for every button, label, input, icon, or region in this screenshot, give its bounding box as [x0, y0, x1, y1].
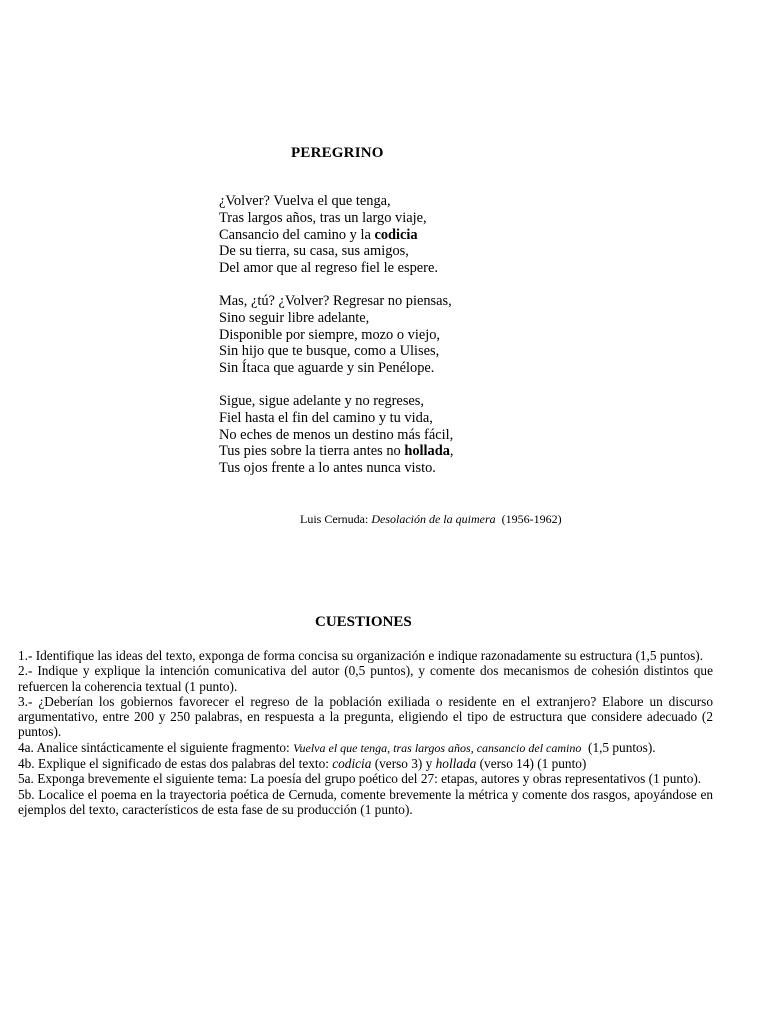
verse-3: Cansancio del camino y la codicia — [219, 226, 418, 243]
stanza-3 — [219, 393, 639, 477]
verse-8: Disponible por siempre, mozo o viejo, — [219, 326, 441, 343]
question-3: 3.- ¿Deberían los gobiernos favorecer el regreso de la población exiliada o residente en el extranjero? Elabore un discurso argumentativo, entre 200 y 250 palabras, en respuesta a la pregunta, eligiendo el tipo de estructura que considere adecuado (2 puntos). — [18, 693, 713, 740]
verse-14: Tus pies sobre la tierra antes no hollada, — [219, 443, 454, 460]
verse-9: Sin hijo que te busque, como a Ulises, — [219, 343, 440, 360]
work-years: (1956-1962) — [495, 512, 562, 526]
term-hollada: hollada — [435, 756, 477, 772]
verse-6: Mas, ¿tú? ¿Volver? Regresar no piensas, — [219, 292, 452, 309]
stanza-2 — [219, 293, 639, 377]
poem-body — [219, 193, 639, 493]
verse-7: Sino seguir libre adelante, — [219, 309, 370, 326]
highlighted-word-codicia: codicia — [374, 226, 418, 243]
question-1: 1.- Identifique las ideas del texto, exponga de forma concisa su organización e indique razonadamente su estructura (1,5 puntos). — [18, 648, 704, 663]
syntax-fragment: Vuelva el que tenga, tras largos años, cansancio del camino — [293, 740, 582, 755]
verse-11: Sigue, sigue adelante y no regreses, — [219, 392, 425, 409]
work-title: Desolación de la quimera — [371, 512, 496, 526]
question-2: 2.- Indique y explique la intención comunicativa del autor (0,5 puntos), y comente dos mecanismos de cohesión distintos que refuercen la coherencia textual (1 punto). — [18, 663, 713, 694]
verse-4: De su tierra, su casa, sus amigos, — [219, 243, 409, 260]
question-5b: 5b. Localice el poema en la trayectoria poética de Cernuda, comente brevemente la métrica y comente dos rasgos, apoyándose en ejemplos del texto, característicos de esta fase de su producción (1 punto). — [18, 786, 713, 817]
question-4b: 4b. Explique el significado de estas dos palabras del texto: codicia (verso 3) y hollada (verso 14) (1 punto) — [18, 756, 587, 772]
questions-list — [18, 648, 713, 817]
highlighted-word-hollada: hollada — [404, 443, 450, 460]
poem-attribution — [300, 512, 562, 526]
verse-2: Tras largos años, tras un largo viaje, — [219, 209, 427, 226]
verse-10: Sin Ítaca que aguarde y sin Penélope. — [219, 360, 435, 377]
question-5a: 5a. Exponga brevemente el siguiente tema: La poesía del grupo poético del 27: etapas, autores y obras representativos (1 punto). — [18, 771, 702, 787]
verse-1: ¿Volver? Vuelva el que tenga, — [219, 193, 391, 209]
verse-13: No eches de menos un destino más fácil, — [219, 426, 454, 443]
verse-5: Del amor que al regreso fiel le espere. — [219, 260, 438, 277]
author-name: Luis Cernuda: — [300, 512, 372, 526]
verse-15: Tus ojos frente a lo antes nunca visto. — [219, 460, 436, 477]
term-codicia: codicia — [332, 756, 372, 772]
verse-12: Fiel hasta el fin del camino y tu vida, — [219, 409, 433, 426]
stanza-1 — [219, 193, 639, 277]
question-4a: 4a. Analice sintácticamente el siguiente fragmento: Vuelva el que tenga, tras largos años, cansancio del camino (1,5 puntos). — [18, 739, 656, 755]
cuestiones-title: CUESTIONES — [315, 614, 412, 630]
poem-title: PEREGRINO — [291, 145, 384, 161]
